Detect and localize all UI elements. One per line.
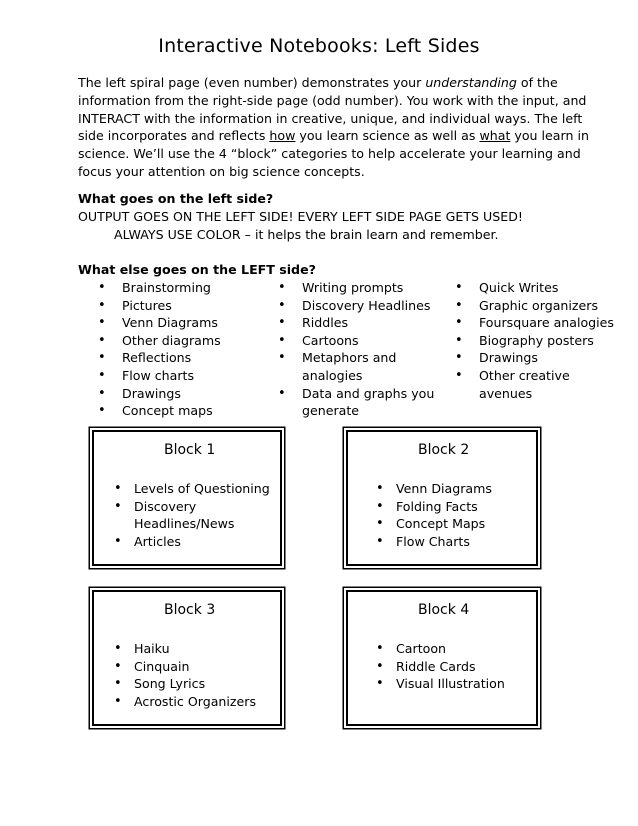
list-item-continuation: Headlines/News bbox=[134, 516, 235, 532]
list-item: • Metaphors and bbox=[278, 349, 434, 367]
page-title: Interactive Notebooks: Left Sides bbox=[158, 35, 480, 57]
list-item: • Concept maps bbox=[98, 402, 221, 420]
left-side-list-col-2 bbox=[278, 279, 434, 420]
block-2-title: Block 2 bbox=[418, 442, 470, 458]
block-4-list bbox=[376, 640, 505, 693]
list-item-continuation: avenues bbox=[479, 385, 533, 401]
list-item-continuation: generate bbox=[302, 403, 360, 419]
block-2-list bbox=[376, 480, 492, 550]
left-side-list-col-1 bbox=[98, 279, 221, 420]
list-item: • Data and graphs you bbox=[278, 385, 434, 403]
list-item: • Haiku bbox=[114, 640, 256, 658]
list-item-continuation: analogies bbox=[302, 367, 363, 383]
list-item: • Flow charts bbox=[98, 367, 221, 385]
list-item: • Other diagrams bbox=[98, 332, 221, 350]
list-item: • Biography posters bbox=[455, 332, 614, 350]
list-item: • Reflections bbox=[98, 349, 221, 367]
block-4-title: Block 4 bbox=[418, 602, 470, 618]
list-item: • Levels of Questioning bbox=[114, 480, 270, 498]
list-item: • Brainstorming bbox=[98, 279, 221, 297]
block-2-box bbox=[346, 430, 538, 566]
list-item: • Graphic organizers bbox=[455, 297, 614, 315]
list-item: • Discovery Headlines bbox=[278, 297, 434, 315]
list-item: • Quick Writes bbox=[455, 279, 614, 297]
block-3-box bbox=[92, 590, 282, 726]
block-1-list bbox=[114, 480, 270, 550]
intro-underline-how: how bbox=[269, 128, 296, 144]
block-4-box bbox=[346, 590, 538, 726]
list-item: • Pictures bbox=[98, 297, 221, 315]
list-item: • Venn Diagrams bbox=[98, 314, 221, 332]
list-item: • Other creative bbox=[455, 367, 614, 385]
block-1-box bbox=[92, 430, 282, 566]
block-3-title: Block 3 bbox=[164, 602, 216, 618]
list-item: • Cartoons bbox=[278, 332, 434, 350]
list-item: • Cartoon bbox=[376, 640, 505, 658]
question-1-line-2: ALWAYS USE COLOR – it helps the brain learn and remember. bbox=[114, 227, 499, 242]
list-item: • Articles bbox=[114, 533, 270, 551]
intro-underline-what: what bbox=[479, 128, 511, 144]
intro-italic-understanding: understanding bbox=[425, 75, 517, 90]
intro-text-1: The left spiral page (even number) demonstrates your bbox=[78, 75, 426, 90]
question-2-heading: What else goes on the LEFT side? bbox=[78, 262, 316, 277]
list-item: • Visual Illustration bbox=[376, 675, 505, 693]
block-3-list bbox=[114, 640, 256, 710]
list-item: • Discovery bbox=[114, 498, 270, 516]
list-item: • Writing prompts bbox=[278, 279, 434, 297]
list-item: • Riddle Cards bbox=[376, 658, 505, 676]
list-item: • Acrostic Organizers bbox=[114, 693, 256, 711]
list-item: • Riddles bbox=[278, 314, 434, 332]
question-1-heading: What goes on the left side? bbox=[78, 191, 274, 206]
intro-text-4: you learn in science. We’ll use the 4 “block” categories to help accelerate your learning and focus your attention on big science concepts. bbox=[78, 128, 589, 179]
list-item: • Venn Diagrams bbox=[376, 480, 492, 498]
list-item: • Drawings bbox=[98, 385, 221, 403]
intro-text-3: you learn science as well as bbox=[295, 128, 480, 144]
list-item: • Cinquain bbox=[114, 658, 256, 676]
list-item: • Folding Facts bbox=[376, 498, 492, 516]
left-side-list-col-3 bbox=[455, 279, 614, 402]
list-item: • Drawings bbox=[455, 349, 614, 367]
intro-paragraph bbox=[78, 74, 608, 181]
intro-text-2: of the information from the right-side page (odd number). You work with the input, and INTERACT with the information in creative, unique, and individual ways. The left side incorporates and reflects bbox=[78, 75, 587, 144]
list-item: • Song Lyrics bbox=[114, 675, 256, 693]
list-item: • Flow Charts bbox=[376, 533, 492, 551]
block-1-title: Block 1 bbox=[164, 442, 216, 458]
question-1-line-1: OUTPUT GOES ON THE LEFT SIDE! EVERY LEFT SIDE PAGE GETS USED! bbox=[78, 209, 523, 224]
list-item: • Foursquare analogies bbox=[455, 314, 614, 332]
list-item: • Concept Maps bbox=[376, 515, 492, 533]
